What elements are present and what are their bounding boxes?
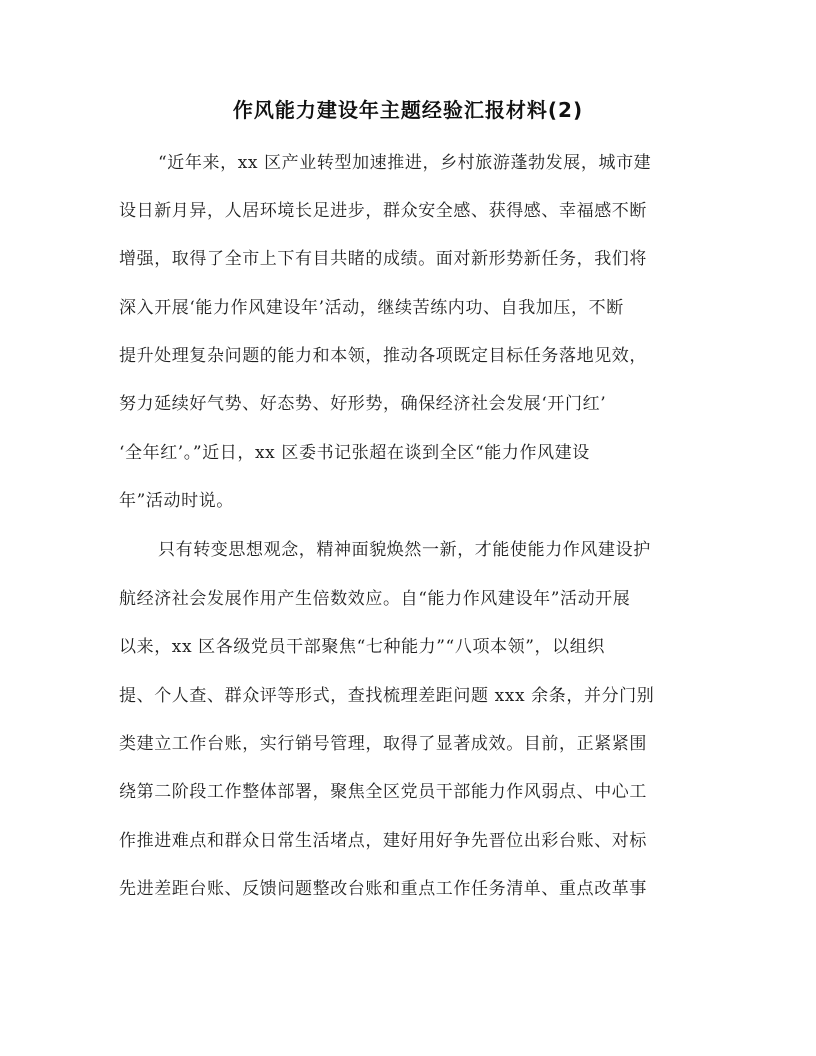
paragraph-1-line-4: 深入开展‘能力作风建设年’活动，继续苦练内功、自我加压，不断 [119, 298, 624, 318]
paragraph-2-line-1: 只有转变思想观念，精神面貌焕然一新，才能使能力作风建设护 [158, 540, 651, 560]
paragraph-2-line-7: 作推进难点和群众日常生活堵点，建好用好争先晋位出彩台账、对标 [119, 831, 647, 851]
paragraph-1-line-7: ‘全年红’。”近日，xx 区委书记张超在谈到全区“能力作风建设 [119, 443, 590, 463]
paragraph-1-line-1: “近年来，xx 区产业转型加速推进，乡村旅游蓬勃发展，城市建 [158, 153, 652, 173]
paragraph-1-line-3: 增强，取得了全市上下有目共睹的成绩。面对新形势新任务，我们将 [119, 249, 647, 269]
paragraph-2-line-8: 先进差距台账、反馈问题整改台账和重点工作任务清单、重点改革事 [119, 879, 647, 899]
document-title: 作风能力建设年主题经验汇报材料(2) [232, 98, 584, 122]
paragraph-2-line-2: 航经济社会发展作用产生倍数效应。自“能力作风建设年”活动开展 [119, 589, 631, 609]
paragraph-2-line-5: 类建立工作台账，实行销号管理，取得了显著成效。目前，正紧紧围 [119, 734, 647, 754]
paragraph-1-line-5: 提升处理复杂问题的能力和本领，推动各项既定目标任务落地见效， [119, 346, 647, 366]
paragraph-2-line-6: 绕第二阶段工作整体部署，聚焦全区党员干部能力作风弱点、中心工 [119, 782, 647, 802]
paragraph-2-line-4: 提、个人查、群众评等形式，查找梳理差距问题 xxx 余条，并分门别 [119, 686, 655, 706]
paragraph-1-line-6: 努力延续好气势、好态势、好形势，确保经济社会发展‘开门红’ [119, 394, 607, 414]
paragraph-2-line-3: 以来，xx 区各级党员干部聚焦“七种能力”“八项本领”，以组织 [119, 637, 605, 657]
paragraph-1-line-8: 年”活动时说。 [119, 491, 234, 511]
paragraph-1-line-2: 设日新月异，人居环境长足进步，群众安全感、获得感、幸福感不断 [119, 201, 647, 221]
